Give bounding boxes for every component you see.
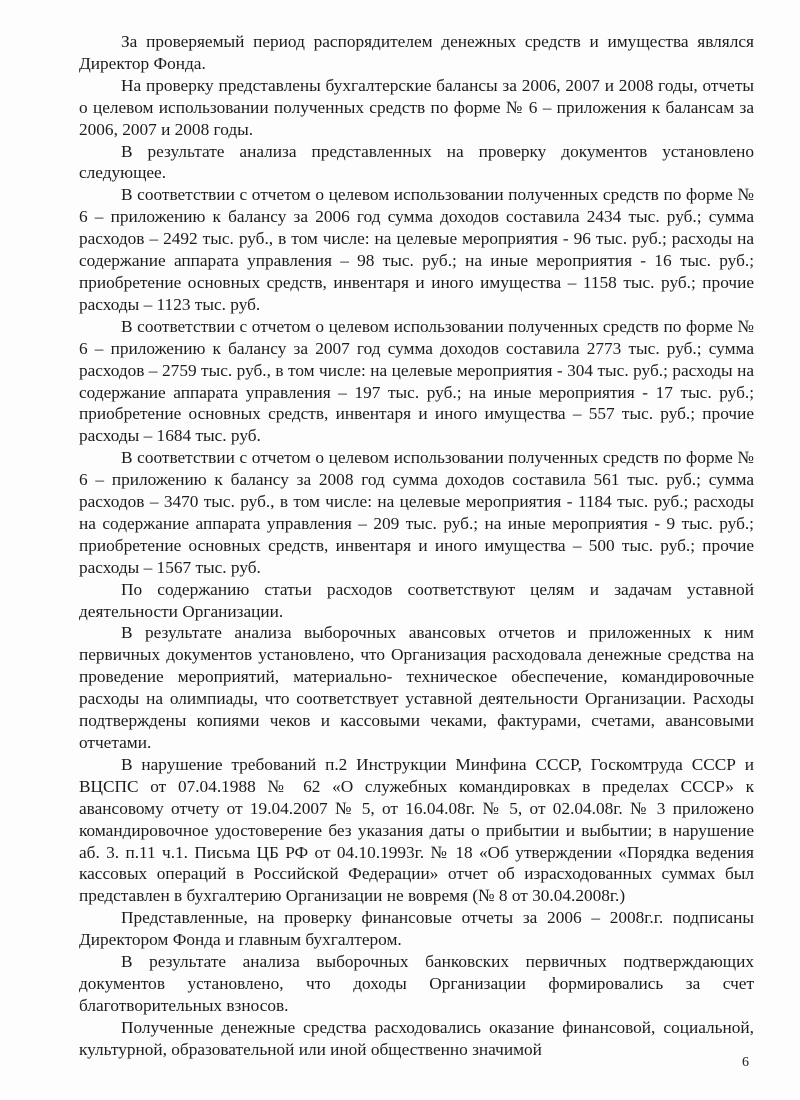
paragraph-report-2006: В соответствии с отчетом о целевом использовании полученных средств по форме № 6 – приложению к балансу за 2006 год сумма доходов составила 2434 тыс. руб.; сумма расходов – 2492 тыс. руб., в том числе: на целевые мероприятия - 96 тыс. руб.; расходы на содержание аппарата управления – 98 тыс. руб.; на иные мероприятия - 16 тыс. руб.; приобретение основных средств, инвентаря и иного имущества – 1158 тыс. руб.; прочие расходы – 1123 тыс. руб. [79,185,754,314]
paragraph-advance-reports: В результате анализа выборочных авансовых отчетов и приложенных к ним первичных документов установлено, что Организация расходовала денежные средства на проведение мероприятий, материально- техническое обеспечение, командировочные расходы на олимпиады, что соответствует уставной деятельности Организации. Расходы подтверждены копиями чеков и кассовыми чеками, фактурами, счетами, авансовыми отчетами. [79,623,754,752]
page-number: 6 [742,1055,749,1070]
paragraph-analysis-intro: В результате анализа представленных на проверку документов установлено следующее. [79,141,754,183]
paragraph-report-2007: В соответствии с отчетом о целевом использовании полученных средств по форме № 6 – приложению к балансу за 2007 год сумма доходов составила 2773 тыс. руб.; сумма расходов – 2759 тыс. руб., в том числе: на целевые мероприятия - 304 тыс. руб.; расходы на содержание аппарата управления – 197 тыс. руб.; на иные мероприятия - 17 тыс. руб.; приобретение основных средств, инвентаря и иного имущества – 557 тыс. руб.; прочие расходы – 1684 тыс. руб. [79,316,754,446]
document-body [79,31,754,1061]
paragraph-report-2008: В соответствии с отчетом о целевом использовании полученных средств по форме № 6 – приложению к балансу за 2008 год сумма доходов составила 561 тыс. руб.; сумма расходов – 3470 тыс. руб., в том числе: на целевые мероприятия - 1184 тыс. руб.; расходы на содержание аппарата управления – 209 тыс. руб.; на иные мероприятия - 9 тыс. руб.; приобретение основных средств, инвентаря и иного имущества – 500 тыс. руб.; прочие расходы – 1567 тыс. руб. [79,448,754,577]
paragraph-violations: В нарушение требований п.2 Инструкции Минфина СССР, Госкомтруда СССР и ВЦСПС от 07.04.1988 № 62 «О служебных командировках в пределах СССР» к авансовому отчету от 19.04.2007 № 5, от 16.04.08г. № 5, от 02.04.08г. № 3 приложено командировочное удостоверение без указания даты о прибытии и выбытии; в нарушение аб. 3. п.11 ч.1. Письма ЦБ РФ от 04.10.1993г. № 18 «Об утверждении «Порядка ведения кассовых операций в Российской Федерации» отчет об израсходованных суммах был представлен в бухгалтерию Организации не вовремя (№ 8 от 30.04.2008г.) [79,754,754,906]
paragraph-funds-usage: Полученные денежные средства расходовались оказание финансовой, социальной, культурной, образовательной или иной общественно значимой [79,1017,754,1059]
paragraph-expense-compliance: По содержанию статьи расходов соответствуют целям и задачам уставной деятельности Организации. [79,579,754,621]
paragraph-income-sources: В результате анализа выборочных банковских первичных подтверждающих документов установлено, что доходы Организации формировались за счет благотворительных взносов. [79,952,754,1015]
paragraph-signatures: Представленные, на проверку финансовые отчеты за 2006 – 2008г.г. подписаны Директором Фонда и главным бухгалтером. [79,908,754,950]
paragraph-manager: За проверяемый период распорядителем денежных средств и имущества являлся Директор Фонда. [79,32,754,73]
paragraph-submitted-reports: На проверку представлены бухгалтерские балансы за 2006, 2007 и 2008 годы, отчеты о целевом использовании полученных средств по форме № 6 – приложения к балансам за 2006, 2007 и 2008 годы. [79,75,754,139]
